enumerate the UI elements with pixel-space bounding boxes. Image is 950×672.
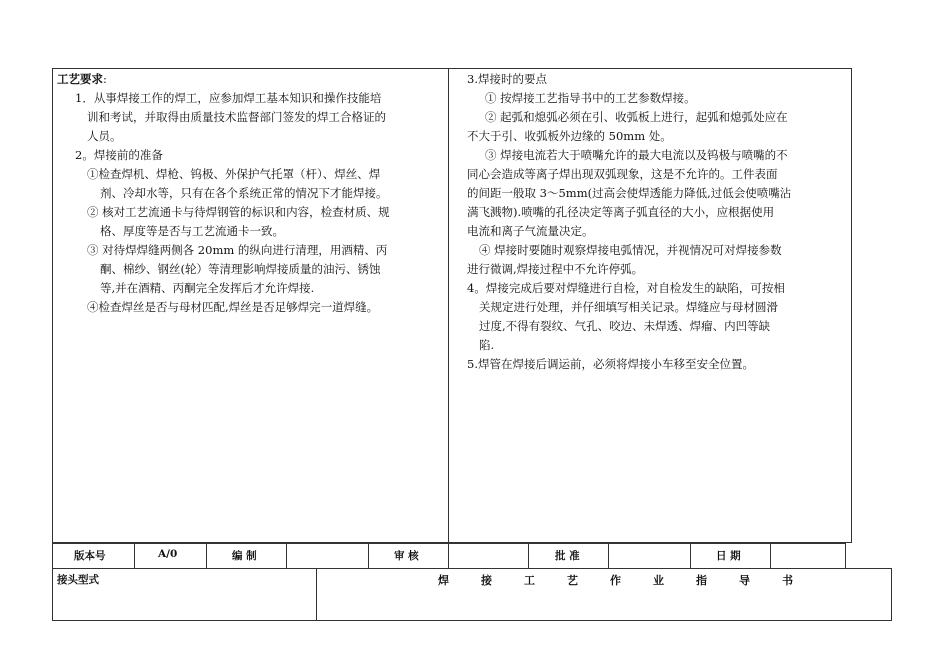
joint-type-label: 接头型式 bbox=[57, 574, 99, 586]
signature-row-border bbox=[52, 543, 53, 569]
approve-value[interactable] bbox=[612, 546, 686, 566]
signature-cell-divider bbox=[134, 543, 135, 569]
title-block-bottom bbox=[52, 620, 892, 621]
title-block-right-border bbox=[891, 568, 892, 621]
left-line: 训和考试，并取得由质量技术监督部门签发的焊工合格证的 bbox=[87, 110, 386, 124]
right-line: 陷. bbox=[479, 338, 495, 352]
left-line: 格、厚度等是否与工艺流通卡一致。 bbox=[100, 224, 284, 238]
left-line: 酮、棉纱、钢丝(轮）等清理影响焊接质量的油污、锈蚀 bbox=[100, 262, 381, 276]
right-line: 关规定进行处理，并仔细填写相关记录。焊缝应与母材圆滑 bbox=[479, 300, 778, 314]
right-line: 5.焊管在焊接后调运前，必须将焊接小车移至安全位置。 bbox=[467, 357, 754, 371]
right-line: 满飞溅物).喷嘴的孔径决定等离子弧直径的大小，应根据使用 bbox=[467, 205, 775, 219]
column-divider bbox=[448, 68, 449, 543]
document-title: 焊接工艺作业指导书 bbox=[438, 574, 825, 587]
right-line: ③ 焊接电流若大于喷嘴允许的最大电流以及钨极与喷嘴的不 bbox=[485, 148, 788, 162]
left-line: ①检查焊机、焊枪、钨极、外保护气托罩（杆）、焊丝、焊 bbox=[87, 167, 381, 181]
compile-label: 编 制 bbox=[232, 550, 257, 562]
signature-cell-divider bbox=[528, 543, 529, 569]
right-line: 同心会造成等离子焊出现双弧现象，这是不允许的。工件表面 bbox=[467, 167, 778, 181]
right-column bbox=[467, 70, 849, 374]
left-column bbox=[57, 70, 445, 317]
signature-cell-divider bbox=[690, 543, 691, 569]
signature-cell-divider bbox=[608, 543, 609, 569]
right-line: 过度,不得有裂纹、气孔、咬边、未焊透、焊瘤、内凹等缺 bbox=[479, 319, 771, 333]
review-label: 审 核 bbox=[394, 550, 419, 562]
date-value[interactable] bbox=[774, 546, 842, 566]
right-line: 电流和离子气流量决定。 bbox=[467, 224, 594, 238]
right-line: ② 起弧和熄弧必须在引、收弧板上进行，起弧和熄弧处应在 bbox=[485, 110, 788, 124]
right-line: ① 按焊接工艺指导书中的工艺参数焊接。 bbox=[485, 91, 696, 105]
date-label: 日 期 bbox=[716, 550, 741, 562]
right-line: 的间距一般取 3～5mm(过高会使焊透能力降低,过低会使喷嘴沾 bbox=[467, 186, 792, 200]
left-line: 人员。 bbox=[87, 129, 122, 143]
left-line: 2。焊接前的准备 bbox=[75, 148, 163, 162]
signature-cell-divider bbox=[770, 543, 771, 569]
left-line: 剂、冷却水等，只有在各个系统正常的情况下才能焊接。 bbox=[100, 186, 388, 200]
right-line: ④ 焊接时要随时观察焊接电弧情况，并视情况可对焊接参数 bbox=[479, 243, 782, 257]
version-label: 版本号 bbox=[74, 550, 106, 562]
compile-value[interactable] bbox=[290, 546, 364, 566]
left-line: ③ 对待焊焊缝两侧各 20mm 的纵向进行清理，用酒精、丙 bbox=[87, 243, 388, 257]
review-value[interactable] bbox=[452, 546, 524, 566]
requirements-heading: 工艺要求 bbox=[57, 72, 103, 86]
left-line: 1．从事焊接工作的焊工，应参加焊工基本知识和操作技能培 bbox=[75, 91, 382, 105]
signature-cell-divider bbox=[368, 543, 369, 569]
signature-cell-divider bbox=[845, 543, 846, 569]
right-line: 进行微调,焊接过程中不允许停弧。 bbox=[467, 262, 644, 276]
right-line: 不大于引、收弧板外边缘的 50mm 处。 bbox=[467, 129, 672, 143]
title-block-left-border bbox=[52, 568, 53, 621]
signature-cell-divider bbox=[206, 543, 207, 569]
version-value: A/0 bbox=[158, 548, 178, 560]
right-line: 4。焊接完成后要对焊缝进行自检，对自检发生的缺陷，可按相 bbox=[467, 281, 785, 295]
signature-row-bottom bbox=[52, 568, 891, 569]
right-line: 3.焊接时的要点 bbox=[467, 72, 547, 86]
signature-cell-divider bbox=[448, 543, 449, 569]
title-block-divider bbox=[316, 568, 317, 621]
left-line: 等,并在酒精、丙酮完全发挥后才允许焊接. bbox=[100, 281, 315, 295]
left-line: ② 核对工艺流通卡与待焊钢管的标识和内容，检查材质、规 bbox=[87, 205, 390, 219]
requirements-heading-line bbox=[57, 70, 445, 89]
heading-colon: : bbox=[103, 72, 107, 86]
left-line: ④检查焊丝是否与母材匹配,焊丝是否足够焊完一道焊缝。 bbox=[87, 300, 379, 314]
signature-cell-divider bbox=[286, 543, 287, 569]
approve-label: 批 准 bbox=[555, 550, 580, 562]
